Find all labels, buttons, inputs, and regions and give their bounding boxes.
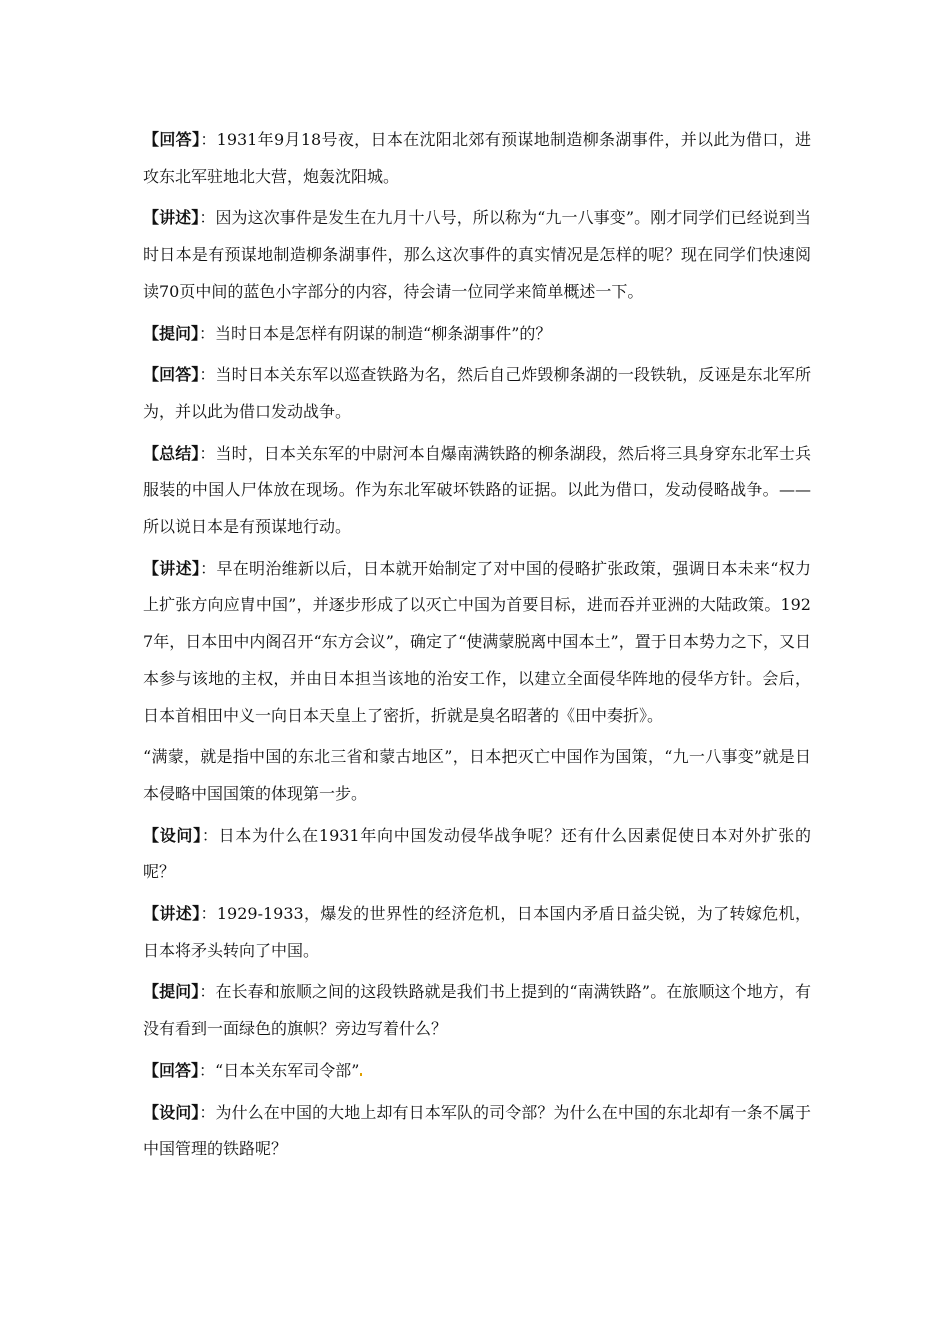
- paragraph-text: “日本关东军司令部”: [215, 1060, 360, 1080]
- paragraph-tag: 【回答】: [143, 365, 200, 385]
- paragraph-separator: ：: [199, 365, 216, 385]
- paragraph-question-1: [143, 316, 811, 353]
- paragraph-text: 在长春和旅顺之间的这段铁路就是我们书上提到的“南满铁路”。在旅顺这个地方，有没有看到一面绿色的旗帜？旁边写着什么？: [143, 982, 811, 1039]
- paragraph-text: 日本为什么在1931年向中国发动侵华战争呢？还有什么因素促使日本对外扩张的呢？: [143, 825, 811, 882]
- paragraph-tag: 【讲述】: [143, 208, 200, 228]
- paragraph-narration-3: [143, 896, 811, 969]
- paragraph-answer-3: [143, 1053, 811, 1090]
- paragraph-summary: [143, 436, 811, 546]
- paragraph-tag: 【回答】: [143, 1060, 200, 1080]
- paragraph-separator: ：: [199, 1060, 216, 1080]
- annotation-dot: [360, 1073, 362, 1076]
- paragraph-manmeng: [143, 739, 811, 812]
- paragraph-separator: ：: [200, 904, 217, 924]
- paragraph-tag: 【总结】: [143, 443, 200, 463]
- paragraph-text: 1929-1933，爆发的世界性的经济危机，日本国内矛盾日益尖锐，为了转嫁危机，日本将矛头转向了中国。: [143, 904, 811, 960]
- paragraph-tag: 【回答】: [143, 130, 201, 149]
- paragraph-text: “满蒙，就是指中国的东北三省和蒙古地区”，日本把灭亡中国作为国策，“九一八事变”就是日本侵略中国国策的体现第一步。: [143, 747, 811, 803]
- paragraph-tag: 【提问】: [143, 982, 200, 1002]
- paragraph-tag: 【讲述】: [143, 904, 201, 924]
- paragraph-text: 当时日本关东军以巡查铁路为名，然后自己炸毁柳条湖的一段铁轨，反诬是东北军所为，并以此为借口发动战争。: [143, 365, 811, 421]
- paragraph-text: 当时，日本关东军的中尉河本自爆南满铁路的柳条湖段，然后将三具身穿东北军士兵服装的中国人尸体放在现场。作为东北军破坏铁路的证据。以此为借口，发动侵略战争。——所以说日本是有预谋地行动。: [143, 443, 811, 537]
- paragraph-setq-2: [143, 1095, 811, 1168]
- document-body: [143, 122, 811, 1173]
- paragraph-tag: 【讲述】: [143, 558, 201, 578]
- paragraph-separator: ：: [199, 208, 216, 228]
- paragraph-text: 因为这次事件是发生在九月十八号，所以称为“九一八事变”。刚才同学们已经说到当时日本是有预谋地制造柳条湖事件，那么这次事件的真实情况是怎样的呢？现在同学们快速阅读70页中间的蓝色小字部分的内容，待会请一位同学来简单概述一下。: [143, 208, 811, 301]
- paragraph-separator: ：: [199, 443, 216, 463]
- paragraph-answer-1: [143, 122, 811, 195]
- paragraph-narration-1: [143, 200, 811, 310]
- paragraph-tag: 【设问】: [143, 1102, 200, 1122]
- paragraph-text: 为什么在中国的大地上却有日本军队的司令部？为什么在中国的东北却有一条不属于中国管理的铁路呢？: [143, 1102, 811, 1159]
- paragraph-tag: 【设问】: [143, 825, 202, 845]
- paragraph-text: 1931年9月18号夜，日本在沈阳北郊有预谋地制造柳条湖事件，并以此为借口，进攻东北军驻地北大营，炮轰沈阳城。: [143, 130, 811, 186]
- paragraph-separator: ：: [199, 982, 216, 1002]
- paragraph-separator: ：: [201, 825, 219, 845]
- paragraph-text: 当时日本是怎样有阴谋的制造“柳条湖事件”的？: [215, 323, 552, 343]
- paragraph-separator: ：: [199, 323, 216, 343]
- paragraph-separator: ：: [199, 1102, 216, 1122]
- paragraph-question-2: [143, 974, 811, 1047]
- paragraph-separator: ：: [200, 130, 217, 149]
- paragraph-text: 早在明治维新以后，日本就开始制定了对中国的侵略扩张政策，强调日本未来“权力上扩张方向应胄中国”，并逐步形成了以灭亡中国为首要目标，进而吞并亚洲的大陆政策。1927年，日本田中内阁召开“东方会议”，确定了“使满蒙脱离中国本土”，置于日本势力之下，又日本参与该地的主权，并由日本担当该地的治安工作，以建立全面侵华阵地的侵华方针。会后，日本首相田中义一向日本天皇上了密折，折就是臭名昭著的《田中奏折》。: [143, 558, 811, 725]
- paragraph-narration-2: [143, 551, 811, 735]
- paragraph-tag: 【提问】: [143, 323, 200, 343]
- paragraph-answer-2: [143, 357, 811, 430]
- paragraph-separator: ：: [200, 558, 217, 578]
- paragraph-setq-1: [143, 818, 811, 891]
